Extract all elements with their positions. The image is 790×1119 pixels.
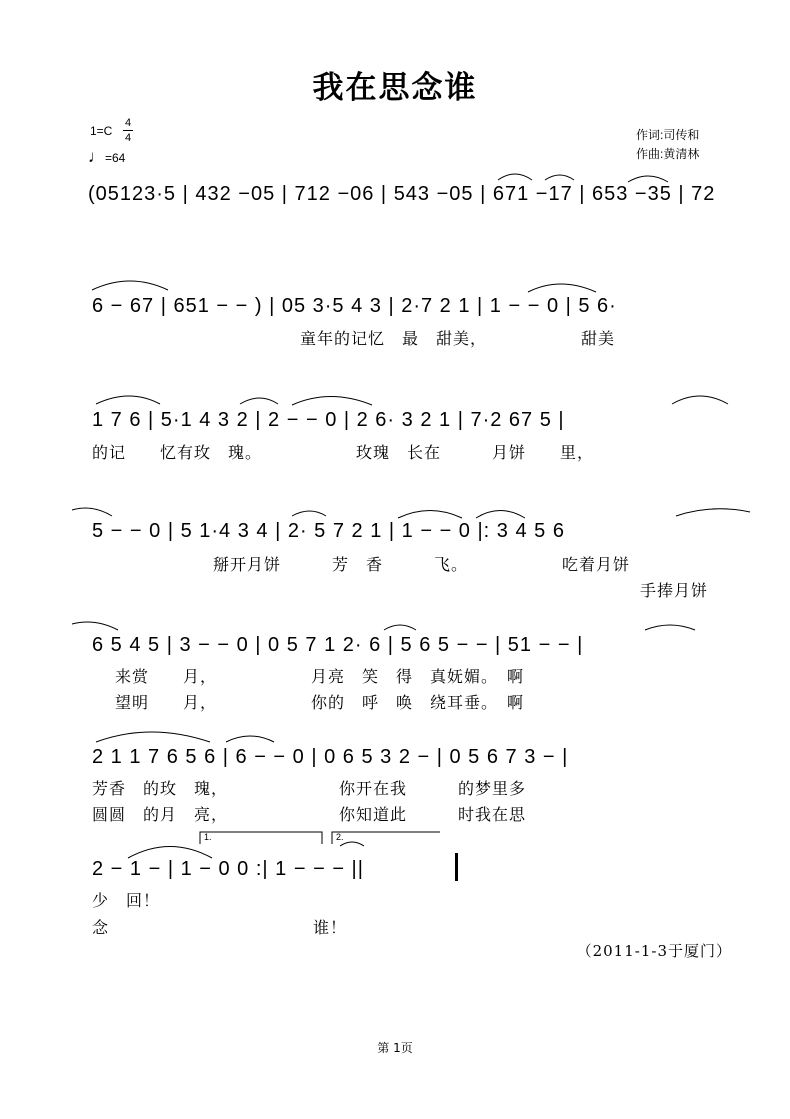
- lyrics-row-4-verse-1: 掰开月饼 芳 香 飞。 吃着月饼: [213, 555, 631, 574]
- song-title: 我在思念谁: [312, 70, 478, 106]
- lyrics-row-3: 的记 忆有玫 瑰。 玫瑰 长在 月饼 里，: [92, 443, 595, 462]
- lyrics-row-5-verse-2: 望明 月， 你的 呼 唤 绕耳垂。 啊: [115, 693, 525, 712]
- notation-row-7: 2 − 1 − | 1 − 0 0 :| 1 − − − ||: [92, 858, 364, 880]
- slur-mark: [645, 625, 695, 630]
- volta-bracket-1: [200, 832, 322, 844]
- key-signature: 1=C: [90, 124, 113, 138]
- slur-mark: [476, 511, 525, 519]
- volta-second-label: 2.: [336, 832, 344, 842]
- composer-credit: 作曲:黄清林: [636, 147, 700, 161]
- time-signature-bottom: 4: [124, 132, 132, 144]
- lyrics-row-6-verse-2: 圆圆 的月 亮， 你知道此 时我在思: [92, 805, 527, 824]
- page-number: 第 1页: [377, 1041, 413, 1055]
- slur-mark: [384, 625, 416, 630]
- final-barline-thick: [455, 853, 458, 881]
- slur-mark: [340, 842, 364, 846]
- slur-mark: [128, 847, 212, 859]
- slur-mark: [498, 174, 532, 180]
- slur-mark: [226, 736, 274, 742]
- slur-mark: [545, 175, 574, 180]
- slur-mark: [398, 511, 462, 519]
- notation-row-4: 5 − − 0 | 5 1·4 3 4 | 2· 5 7 2 1 | 1 − − 0 |: 3 4 5 6: [92, 520, 565, 542]
- date-note: （2011-1-3于厦门）: [576, 942, 732, 960]
- slur-mark: [628, 176, 668, 182]
- lyricist-credit: 作词:司传和: [636, 128, 700, 142]
- slur-mark: [72, 622, 118, 630]
- slur-mark: [72, 508, 112, 516]
- slur-mark: [676, 509, 750, 516]
- slur-mark: [92, 281, 168, 290]
- lyrics-row-5-verse-1: 来赏 月， 月亮 笑 得 真妩媚。 啊: [115, 667, 525, 686]
- lyrics-row-7-verse-2: 念 谁！: [92, 918, 348, 937]
- slur-mark: [292, 397, 372, 406]
- slur-mark: [528, 284, 596, 292]
- tempo-value: =64: [105, 151, 126, 165]
- slur-mark: [240, 398, 278, 404]
- slur-mark: [96, 732, 210, 742]
- slur-mark: [672, 396, 728, 404]
- notation-row-6: 2 1 1 7 6 5 6 | 6 − − 0 | 0 6 5 3 2 − | 0 5 6 7 3 − |: [92, 746, 569, 768]
- notation-row-3: 1 7 6 | 5·1 4 3 2 | 2 − − 0 | 2 6· 3 2 1 | 7·2 67 5 |: [92, 409, 565, 431]
- notation-row-1: (05123·5 | 432 −05 | 712 −06 | 543 −05 | 671 −17 | 653 −35 | 72: [88, 183, 716, 205]
- notation-row-5: 6 5 4 5 | 3 − − 0 | 0 5 7 1 2· 6 | 5 6 5 − − | 51 − − |: [92, 634, 584, 656]
- quarter-note-icon: ♩: [88, 147, 105, 166]
- volta-first-label: 1.: [204, 832, 212, 842]
- time-signature-top: 4: [124, 117, 132, 129]
- lyrics-row-7-verse-1: 少 回！: [92, 891, 161, 910]
- lyrics-row-2: 童年的记忆 最 甜美， 甜美: [300, 329, 616, 348]
- lyrics-row-4-verse-2: 手捧月饼: [640, 581, 709, 600]
- notation-row-2: 6 − 67 | 651 − − ) | 05 3·5 4 3 | 2·7 2 1 | 1 − − 0 | 5 6·: [92, 295, 617, 317]
- slur-mark: [96, 396, 160, 404]
- slur-mark: [292, 511, 326, 516]
- lyrics-row-6-verse-1: 芳香 的玫 瑰， 你开在我 的梦里多: [92, 779, 527, 798]
